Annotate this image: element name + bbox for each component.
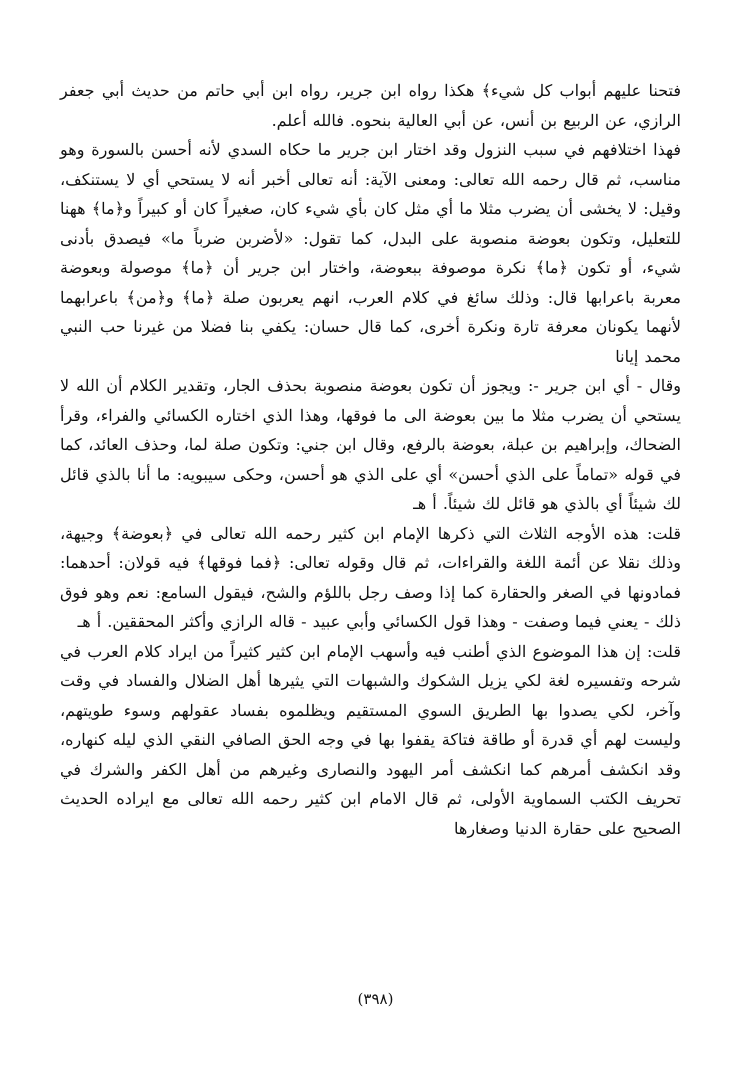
paragraph-2: فهذا اختلافهم في سبب النزول وقد اختار ابن جرير ما حكاه السدي لأنه أحسن بالسورة وهو مناسب، ثم قال رحمه الله تعالى: ومعنى الآية: أنه تعالى أخبر أنه لا يستحي أي لا يستنكف، وقيل: لا يخشى أن يضرب مثلا ما أي مثل كان بأي شيء كان، صغيراً كان أو كبيراً و﴿ما﴾ ههنا للتعليل، وتكون بعوضة منصوبة على البدل، كما تقول: «لأضربن ضرباً ما» فيصدق بأدنى شيء، أو تكون ﴿ما﴾ نكرة موصوفة ببعوضة، واختار ابن جرير أن ﴿ما﴾ موصولة وبعوضة معربة باعرابها قال: وذلك سائغ في كلام العرب، انهم يعربون صلة ﴿ما﴾ و﴿من﴾ باعرابهما لأنهما يكونان معرفة تارة ونكرة أخرى، كما قال حسان: يكفي بنا فضلا من غيرنا حب النبي محمد إيانا (60, 140, 682, 366)
paragraph-3: وقال - أي ابن جرير -: ويجوز أن تكون بعوضة منصوبة بحذف الجار، وتقدير الكلام أن الله لا يستحي أن يضرب مثلا ما بين بعوضة الى ما فوقها، وهذا الذي اختاره الكسائي والفراء، وقرأ الضحاك، وإبراهيم بن عبلة، بعوضة بالرفع، وقال ابن جني: وتكون صلة لما، وحذف العائد، كما في قوله «تماماً على الذي أحسن» أي على الذي هو أحسن، وحكى سيبويه: ما أنا بالذي قائل لك شيئاً أي بالذي هو قائل لك شيئاً. أ هـ (60, 376, 681, 513)
paragraph-5: قلت: إن هذا الموضوع الذي أطنب فيه وأسهب الإمام ابن كثير كثيراً من ايراد كلام العرب في شرحه وتفسيره لغة لكي يزيل الشكوك والشبهات التي يثيرها أهل الضلال والفساد في وقت وآخر، لكي يصدوا بها الطريق السوي المستقيم ويظلموه بفساد عقولهم وسوء طويتهم، وليست لهم أي قدرة أو طاقة فتاكة يقفوا بها في وجه الحق الصافي النقي الذي ليله كنهاره، وقد انكشف أمرهم كما انكشف أمر اليهود والنصارى وغيرهم من أهل الكفر والشرك في تحريف الكتب السماوية الأولى، ثم قال الامام ابن كثير رحمه الله تعالى مع ايراده الحديث الصحيح على حقارة الدنيا وصغارها (60, 641, 681, 838)
paragraph-4: قلت: هذه الأوجه الثلاث التي ذكرها الإمام ابن كثير رحمه الله تعالى في ﴿بعوضة﴾ وجيهة، وذلك نقلا عن أئمة اللغة والقراءات، ثم قال وقوله تعالى: ﴿فما فوقها﴾ فيه قولان: أحدهما: فمادونها في الصغر والحقارة كما إذا وصف رجل باللؤم والشح، فيقول السامع: نعم وهو فوق ذلك - يعني فيما وصفت - وهذا قول الكسائي وأبي عبيد - قاله الرازي وأكثر المحققين. أ هـ (60, 523, 681, 631)
page-text (60, 76, 681, 843)
paragraph-1: فتحنا عليهم أبواب كل شيء﴾ هكذا رواه ابن جرير، رواه ابن أبي حاتم من حديث أبي جعفر الرازي، عن الربيع بن أنس، عن أبي العالية بنحوه. فالله أعلم. (60, 81, 681, 130)
page-number: (٣٩٨) (357, 990, 394, 1008)
